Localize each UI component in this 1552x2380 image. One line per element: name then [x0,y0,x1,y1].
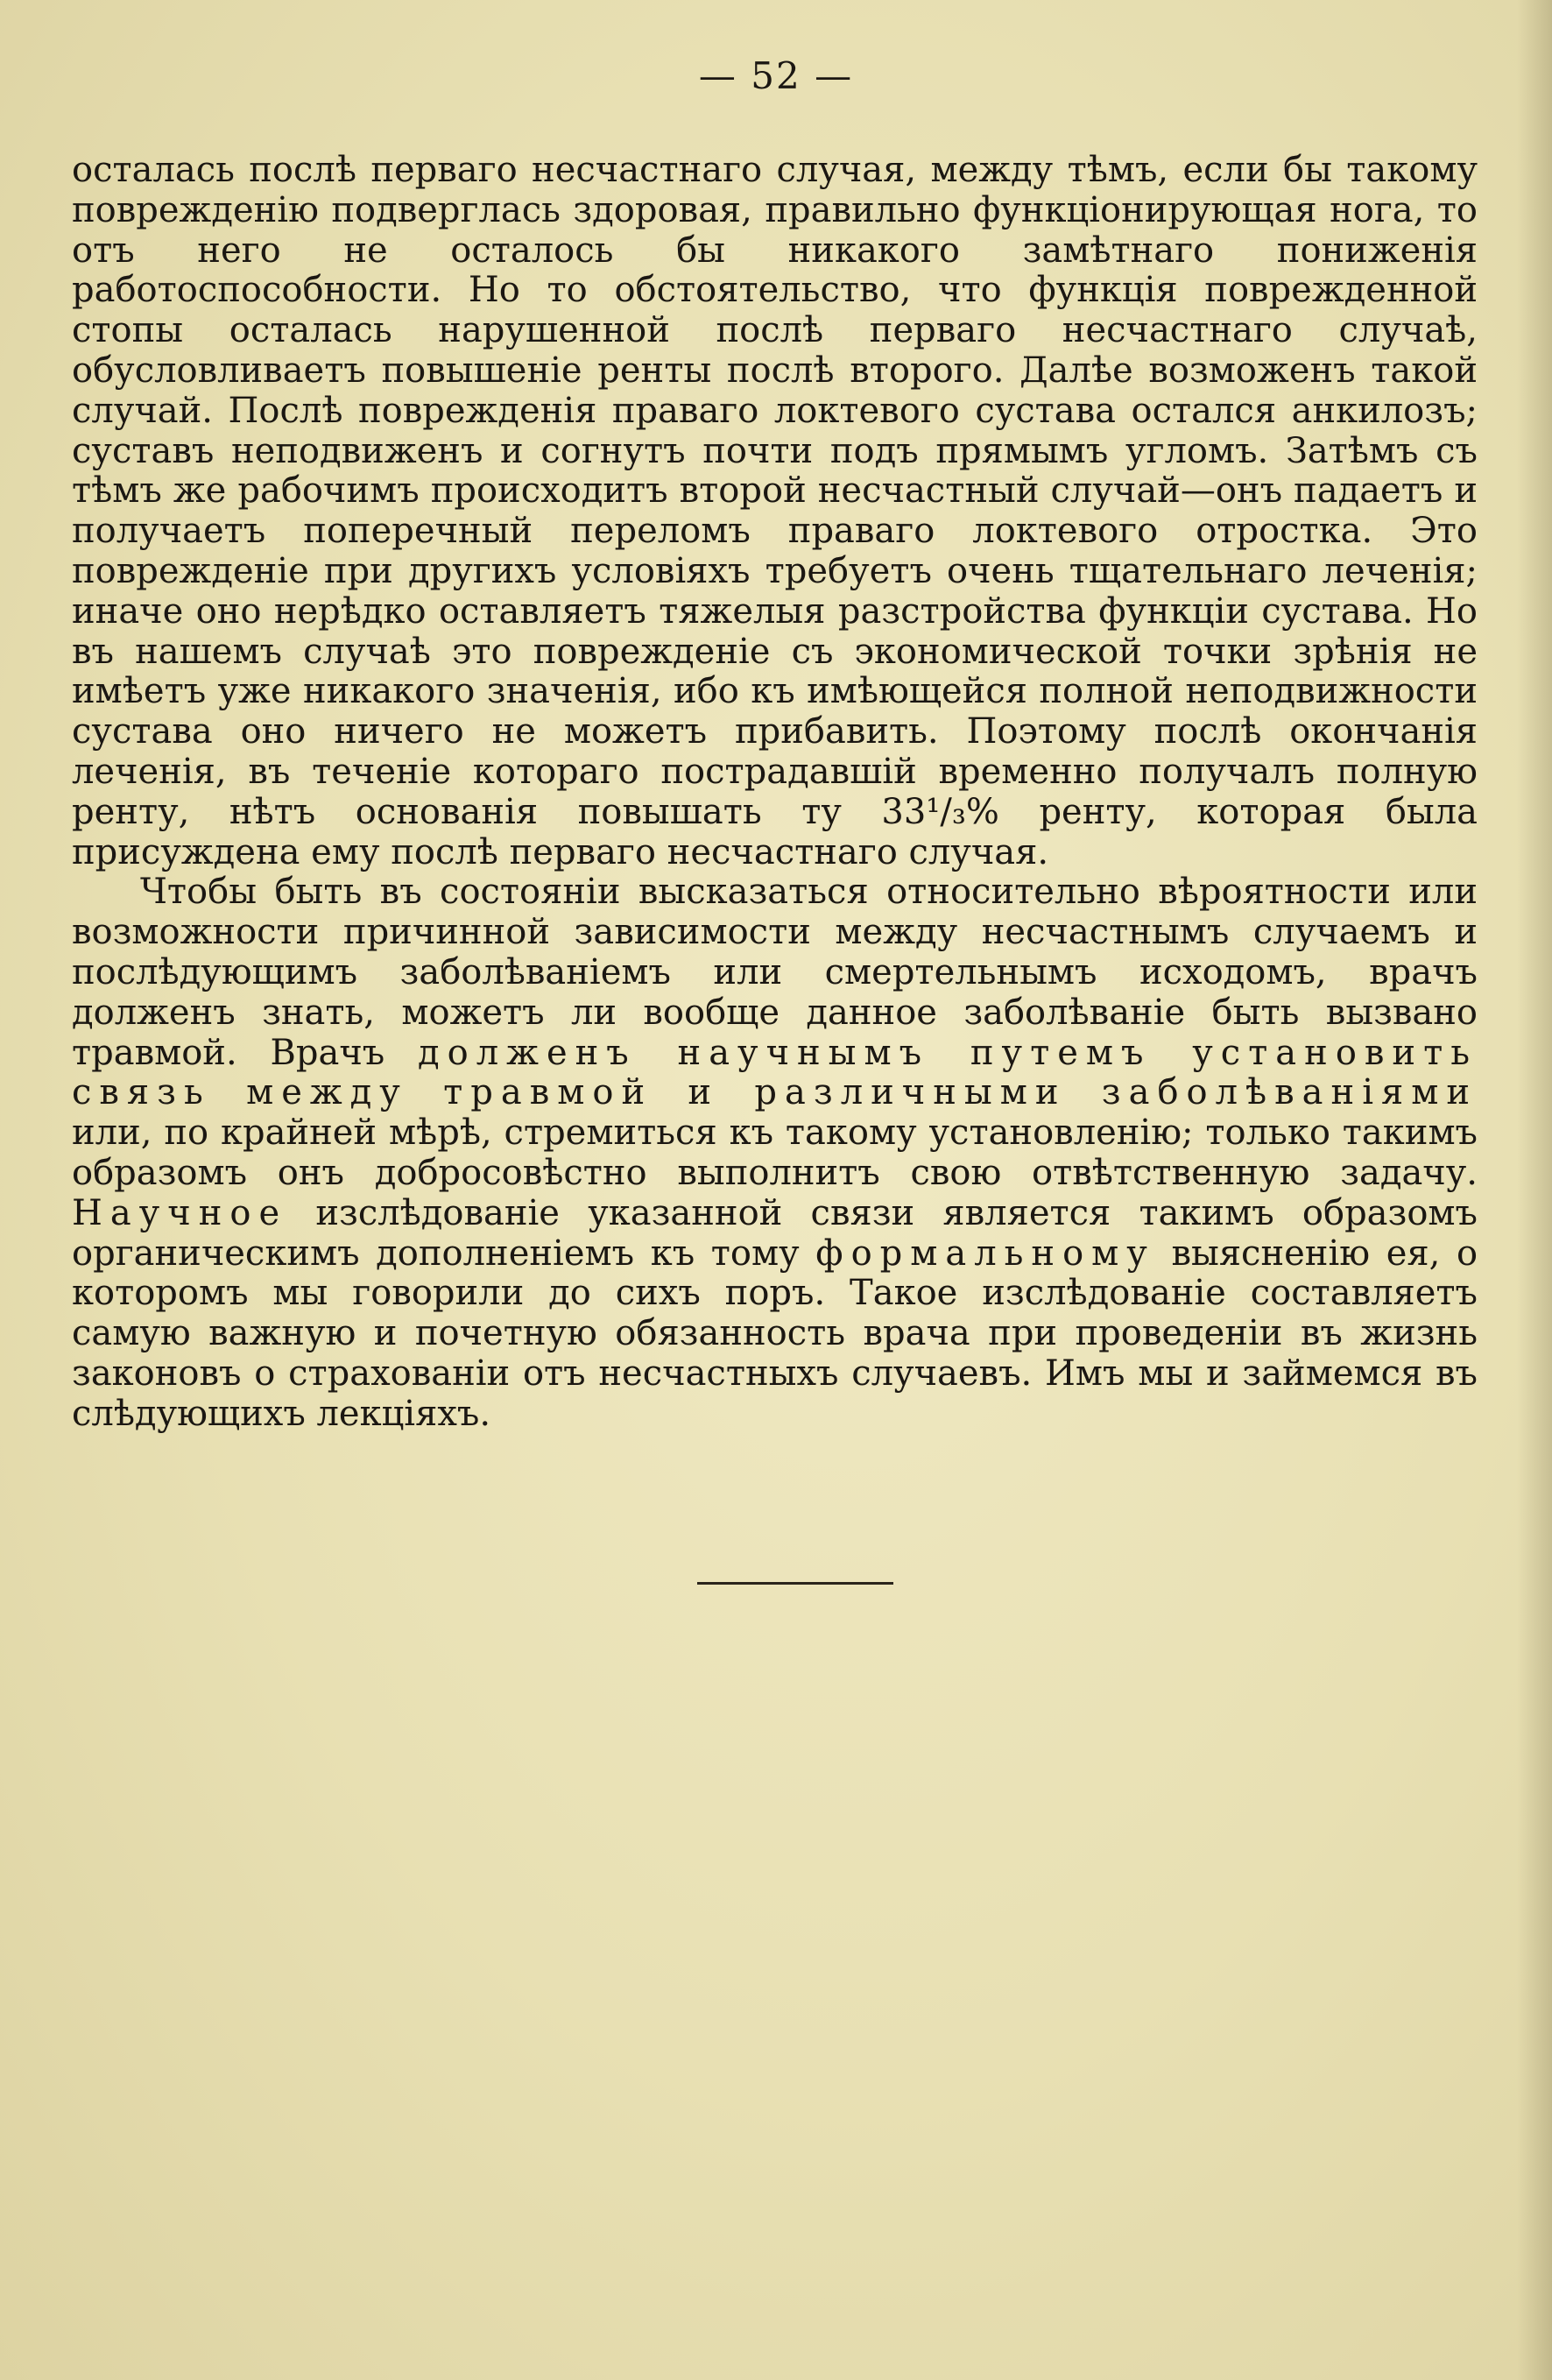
emphasis-spaced-2: Научное [72,1192,288,1233]
paragraph-2-part-d: выясненію ея, о которомъ мы говорили до сихъ поръ. Такое изслѣдованіе составляетъ самую важную и почетную обязанность врача при проведеніи въ жизнь законовъ о страхованіи отъ несчастныхъ случаевъ. Имъ мы и займемся въ слѣдующихъ лекціяхъ. [72,1232,1478,1434]
paragraph-2-part-c: изслѣдованіе указанной связи является такимъ образомъ органическимъ дополненіемъ къ тому [72,1192,1478,1274]
emphasis-spaced-1: долженъ научнымъ путемъ установить связь между травмой и различными заболѣваніями [72,1032,1478,1113]
paragraph-2-part-a: Чтобы быть въ состояніи высказаться относительно вѣроятности или возможности причинной зависимости между несчастнымъ случаемъ и послѣдующимъ заболѣваніемъ или смертельнымъ исходомъ, врачъ долженъ знать, можетъ ли вообще данное заболѣваніе быть вызвано травмой. Врачъ [72,872,1478,1073]
paragraph-1 [72,151,1478,872]
page-edge-shadow [1517,0,1552,2380]
paragraph-2-part-b: или, по крайней мѣрѣ, стремиться къ такому установленію; только такимъ образомъ онъ добросовѣстно выполнитъ свою отвѣтственную задачу. [72,1112,1478,1193]
paragraph-1-end: ренту, которая была присуждена ему послѣ перваго несчастнаго случая. [72,791,1478,872]
body-text [72,151,1478,1435]
section-end-rule [697,1582,893,1585]
paragraph-1-text: осталась послѣ перваго несчастнаго случая, между тѣмъ, если бы такому поврежденію подверглась здоровая, правильно функціонирующая нога, то отъ него не осталось бы никакого замѣтнаго пониженія работоспособности. Но то обстоятельство, что функція поврежденной стопы осталась нарушенной послѣ перваго несчастнаго случаѣ, обусловливаетъ повышеніе ренты послѣ второго. Далѣе возможенъ такой случай. Послѣ поврежденія праваго локтевого сустава остался анкилозъ; суставъ неподвиженъ и согнутъ почти подъ прямымъ угломъ. Затѣмъ съ тѣмъ же рабочимъ происходитъ второй несчастный случай—онъ падаетъ и получаетъ поперечный переломъ праваго локтевого отростка. Это поврежденіе при другихъ условіяхъ требуетъ очень тщательнаго леченія; иначе оно нерѣдко оставляетъ тяжелыя разстройства функціи сустава. Но въ нашемъ случаѣ это поврежденіе съ экономической точки зрѣнія не имѣетъ уже никакого значенія, ибо къ имѣющейся полной неподвижности сустава оно ничего не можетъ прибавить. Поэтому послѣ окончанія леченія, въ теченіе котораго пострадавшій временно получалъ полную ренту, нѣтъ основанія повышать ту [72,150,1478,832]
fraction-value: 33¹/₃% [881,791,999,832]
paragraph-2 [72,872,1478,1434]
emphasis-spaced-3: формальному [815,1232,1155,1274]
page-number: — 52 — [698,54,854,97]
